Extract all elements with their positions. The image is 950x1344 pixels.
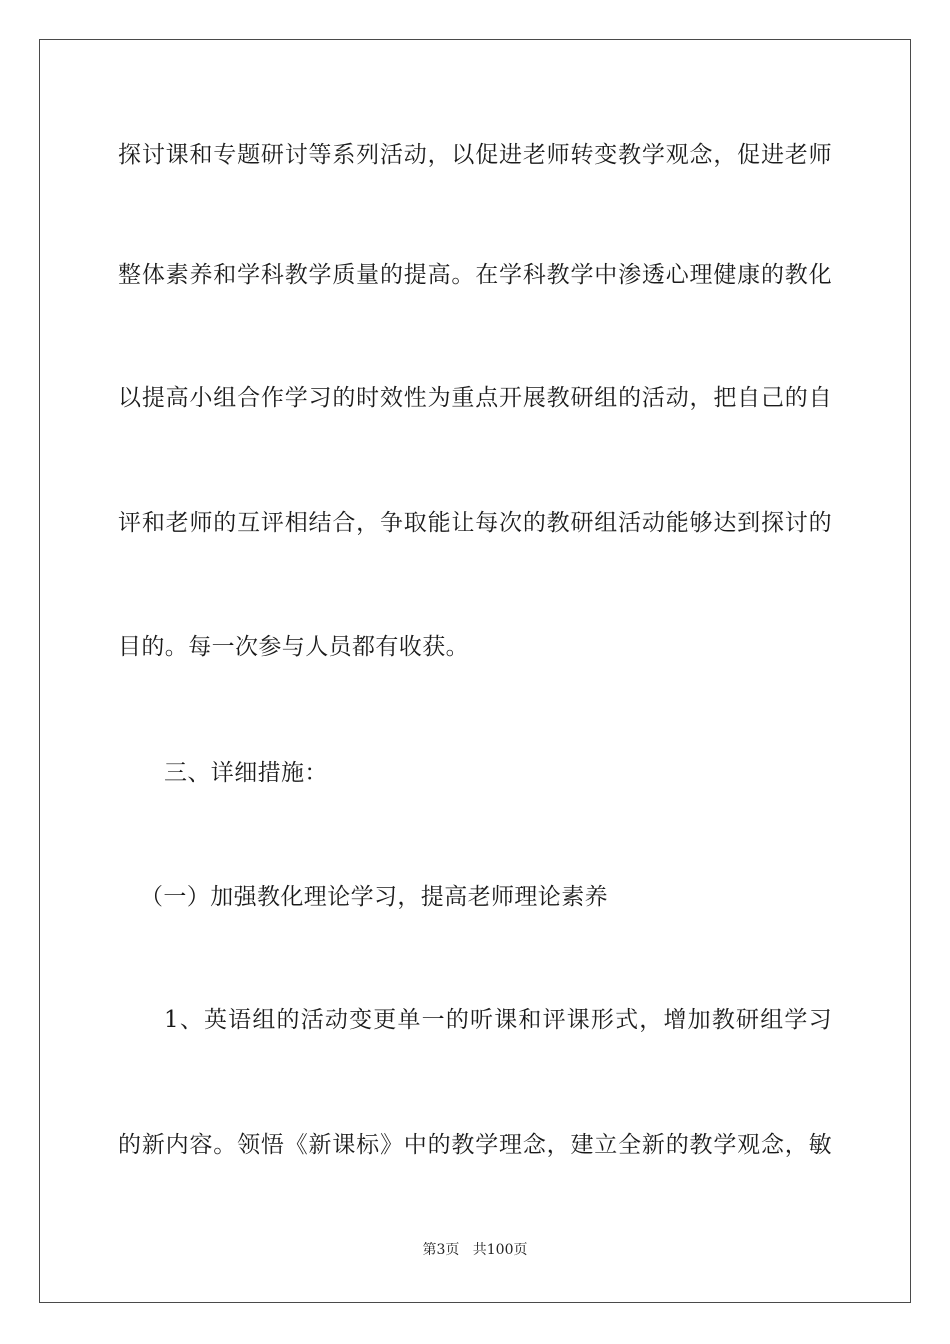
page-border [39, 39, 911, 1303]
paragraph-line: 目的。每一次参与人员都有收获。 [118, 634, 469, 660]
paragraph-line: 整体素养和学科教学质量的提高。在学科教学中渗透心理健康的教化 [118, 262, 832, 288]
total-pages: 共100页 [472, 1242, 528, 1258]
page-number: 第3页 [422, 1242, 460, 1258]
paragraph-line: 探讨课和专题研讨等系列活动，以促进老师转变教学观念，促进老师 [118, 142, 832, 168]
section-heading: 三、详细措施： [164, 760, 328, 786]
subsection-heading: （一）加强教化理论学习，提高老师理论素养 [140, 884, 608, 910]
page-footer [0, 1240, 950, 1260]
paragraph-line: 的新内容。领悟《新课标》中的教学理念，建立全新的教学观念，敏 [118, 1132, 832, 1158]
list-item-first-line: 1、英语组的活动变更单一的听课和评课形式，增加教研组学习 [164, 1007, 832, 1033]
paragraph-line: 以提高小组合作学习的时效性为重点开展教研组的活动，把自己的自 [118, 385, 832, 411]
paragraph-line: 评和老师的互评相结合，争取能让每次的教研组活动能够达到探讨的 [118, 510, 832, 536]
